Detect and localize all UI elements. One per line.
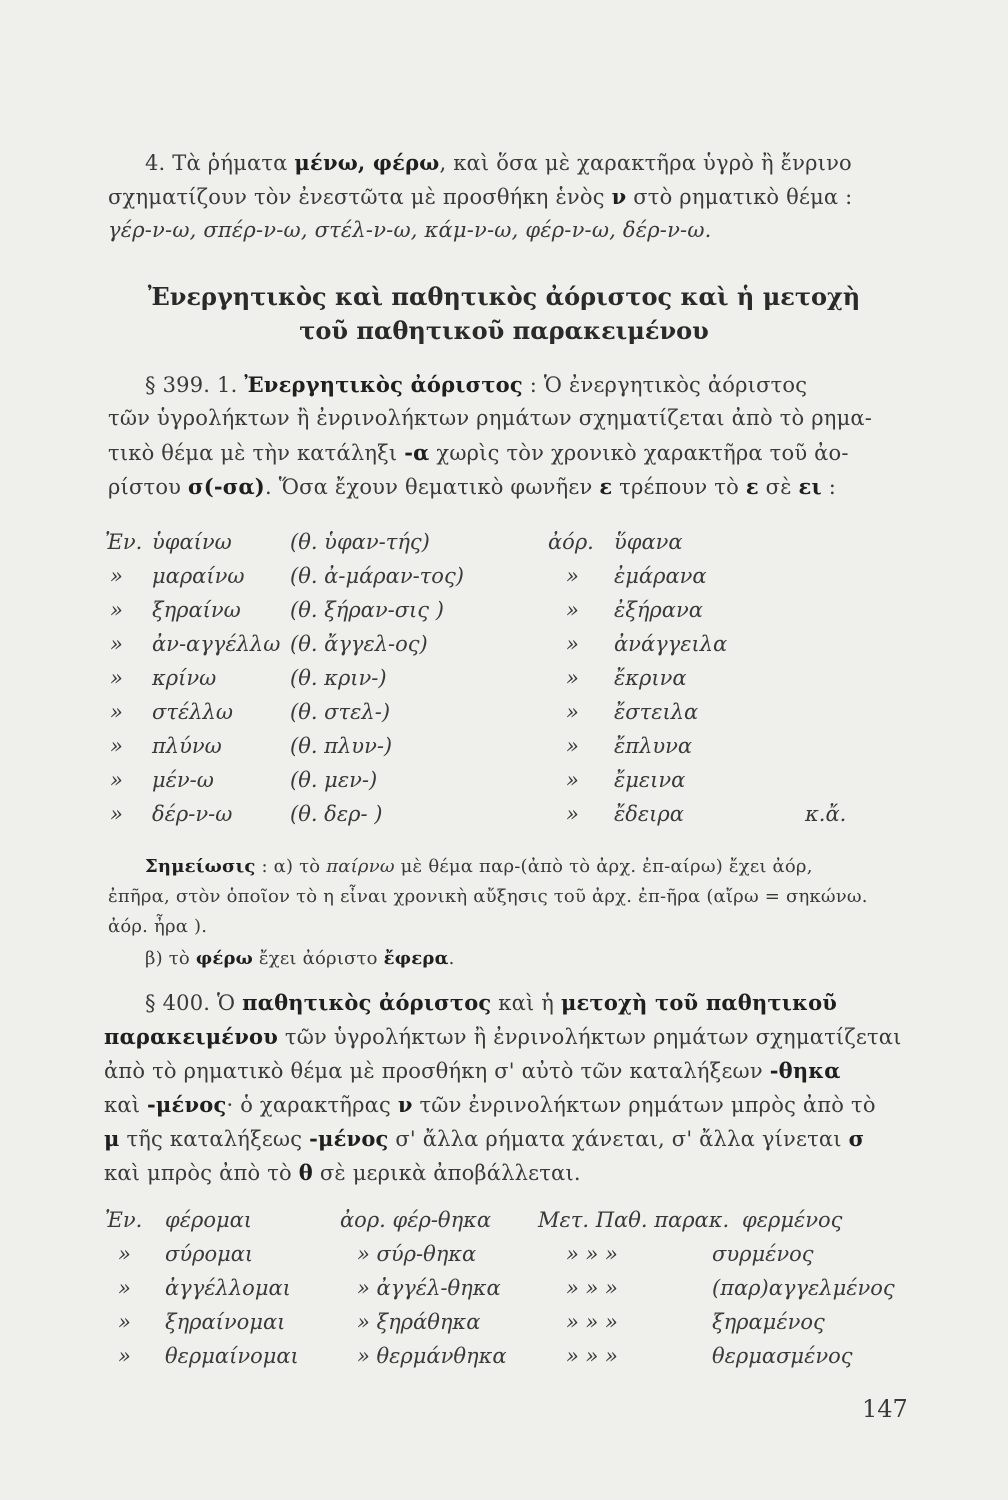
table-cell: ἔπλυνα <box>614 734 693 758</box>
section4-line2 <box>108 184 852 209</box>
table-cell: μέν-ω <box>152 768 214 792</box>
bold-text: σ(-σα) <box>188 474 265 499</box>
table-cell: (θ. ξήραν-σις ) <box>290 598 444 622</box>
text: τῶν ὑγρολήκτων ἢ ἐνρινολήκτων ρημάτων σχηματίζεται <box>278 1025 902 1049</box>
table-cell: στέλλω <box>152 700 233 724</box>
bold-text: Σημείωσις <box>145 856 256 877</box>
table-cell: » <box>566 666 579 690</box>
p400-line1 <box>145 990 837 1015</box>
section-heading-line1: Ἐνεργητικὸς καὶ παθητικὸς ἀόριστος καὶ ἡ μετοχὴ <box>147 282 861 311</box>
text: ἀπὸ τὸ ρηματικὸ θέμα μὲ προσθήκη σ' αὐτὸ τῶν καταλήξεων <box>104 1059 770 1083</box>
text: σ' ἄλλα ρήματα χάνεται, σ' ἄλλα γίνεται <box>388 1127 849 1151</box>
text: : Ὁ ἐνεργητικὸς ἀόριστος <box>522 373 808 397</box>
section-heading-line2: τοῦ παθητικοῦ παρακειμένου <box>299 316 709 345</box>
text: : α) τὸ <box>255 856 327 877</box>
text: β) τὸ <box>145 948 196 969</box>
table-cell: πλύνω <box>152 734 222 758</box>
text: τῶν ἐνρινολήκτων ρημάτων μπρὸς ἀπὸ τὸ <box>412 1093 876 1117</box>
text: ρίστου <box>108 475 189 499</box>
bold-text: μ <box>104 1126 120 1151</box>
table-cell: μαραίνω <box>152 564 245 588</box>
bold-text: παρακειμένου <box>104 1024 279 1049</box>
bold-text: ἔφερα <box>383 948 449 969</box>
table-cell: ἐμάρανα <box>614 564 707 588</box>
table-cell: (παρ)αγγελμένος <box>712 1276 895 1300</box>
table-cell: » <box>110 666 123 690</box>
note-line4 <box>145 948 455 969</box>
table-cell: ξηραίνω <box>152 598 241 622</box>
bold-text: φέρω <box>195 948 254 969</box>
table-cell: » <box>110 632 123 656</box>
note-line3: ἀόρ. ἦρα ). <box>108 916 208 937</box>
table-cell: δέρ-ν-ω <box>152 802 233 826</box>
table-cell: ἔμεινα <box>614 768 686 792</box>
table-cell: (θ. μεν-) <box>290 768 378 792</box>
text: ἔχει ἀόριστο <box>253 948 384 969</box>
table-cell: ἀγγέλλομαι <box>165 1276 291 1300</box>
bold-text: ν <box>397 1092 413 1117</box>
table-cell: (θ. ἀ-μάραν-τος) <box>290 564 464 588</box>
text: , καὶ ὅσα μὲ χαρακτῆρα ὑγρὸ ἢ ἔνρινο <box>439 151 852 175</box>
text: τρέπουν τὸ <box>612 475 746 499</box>
table-cell: Ἐν. <box>105 1208 143 1232</box>
table-cell: » » » <box>566 1276 618 1300</box>
table-cell: σύρομαι <box>165 1242 254 1266</box>
table-cell: » <box>118 1276 131 1300</box>
table-cell: ξηραίνομαι <box>165 1310 286 1334</box>
table-cell: » <box>118 1242 131 1266</box>
section4-line3: γέρ-ν-ω, σπέρ-ν-ω, στέλ-ν-ω, κάμ-ν-ω, φέρ-ν-ω, δέρ-ν-ω. <box>108 218 712 242</box>
p400-line6 <box>104 1160 581 1185</box>
table-cell: (θ. δερ- ) <box>290 802 383 826</box>
text: τῆς καταλήξεως <box>119 1127 310 1151</box>
table-cell: » <box>566 734 579 758</box>
table-cell: Μετ. Παθ. παρακ. <box>538 1208 730 1232</box>
table-cell: ἐξήρανα <box>614 598 703 622</box>
text: στὸ ρηματικὸ θέμα : <box>626 185 853 209</box>
table-cell: » <box>110 768 123 792</box>
p400-line3 <box>104 1058 841 1083</box>
table-cell: » <box>110 564 123 588</box>
p400-line2 <box>104 1024 902 1049</box>
table-cell: » » » <box>566 1310 618 1334</box>
table-cell: (θ. κριν-) <box>290 666 387 690</box>
text: σὲ <box>758 475 799 499</box>
text: καὶ ἡ <box>491 991 561 1015</box>
bold-text: Ἐνεργητικὸς ἀόριστος <box>244 372 523 397</box>
section4-line1 <box>145 150 852 175</box>
table-cell: » <box>118 1310 131 1334</box>
table-cell: (θ. στελ-) <box>290 700 391 724</box>
table-cell: ὑφαίνω <box>152 530 232 554</box>
table-cell: » <box>566 632 579 656</box>
text: μὲ θέμα παρ-(ἀπὸ τὸ ἀρχ. ἐπ-αίρω) ἔχει ἀόρ, <box>394 856 813 877</box>
table-cell: » <box>566 598 579 622</box>
table-cell: » » » <box>566 1344 618 1368</box>
table-cell: φερμένος <box>742 1208 843 1232</box>
bold-text: -μένος <box>309 1126 389 1151</box>
table-cell: ἔδειρα <box>614 802 684 826</box>
bold-text: σ <box>848 1126 865 1151</box>
text: καὶ μπρὸς ἀπὸ τὸ <box>104 1161 299 1185</box>
text: § 399. 1. <box>145 373 245 397</box>
table-cell: » <box>110 700 123 724</box>
text: · ὁ χαρακτῆρας <box>226 1093 398 1117</box>
table-cell: ἀνάγγειλα <box>614 632 728 656</box>
table-cell: » <box>110 802 123 826</box>
bold-text: θ <box>298 1160 313 1185</box>
bold-text: ε <box>745 474 759 499</box>
table-cell: » <box>118 1344 131 1368</box>
table-cell: θερμασμένος <box>712 1344 853 1368</box>
table-cell: θερμαίνομαι <box>165 1344 299 1368</box>
table-cell: » σύρ-θηκα <box>357 1242 477 1266</box>
bold-text: ε <box>599 474 613 499</box>
note-line1 <box>145 856 813 877</box>
table-cell: » <box>566 768 579 792</box>
table-cell: » θερμάνθηκα <box>357 1344 507 1368</box>
table-cell: » » » <box>566 1242 618 1266</box>
bold-text: -θηκα <box>769 1058 841 1083</box>
table-cell: κ.ἄ. <box>805 802 847 826</box>
bold-text: -μένος <box>147 1092 227 1117</box>
text: § 400. Ὁ <box>145 991 243 1015</box>
text: χωρὶς τὸν χρονικὸ χαρακτῆρα τοῦ ἀο- <box>429 441 849 465</box>
text: . Ὅσα ἔχουν θεματικὸ φωνῆεν <box>264 475 600 499</box>
table-cell: » ξηράθηκα <box>357 1310 481 1334</box>
text: καὶ <box>104 1093 148 1117</box>
text: : <box>821 475 837 499</box>
table-cell: (θ. ἄγγελ-ος) <box>290 632 428 656</box>
p399-line2: τῶν ὑγρολήκτων ἢ ἐνρινολήκτων ρημάτων σχηματίζεται ἀπὸ τὸ ρημα- <box>108 406 873 430</box>
text: τικὸ θέμα μὲ τὴν κατάληξι <box>108 441 405 465</box>
bold-text: ει <box>798 474 822 499</box>
p399-line4 <box>108 474 836 499</box>
italic-text: παίρνω <box>326 856 395 877</box>
bold-text: ν <box>611 184 627 209</box>
table-cell: » <box>110 734 123 758</box>
table-cell: ἀορ. φέρ-θηκα <box>340 1208 492 1232</box>
bold-text: παθητικὸς ἀόριστος <box>242 990 492 1015</box>
bold-text: -α <box>404 440 430 465</box>
page-number: 147 <box>862 1395 908 1423</box>
table-cell: » <box>566 802 579 826</box>
p399-line1 <box>145 372 807 397</box>
table-cell: ἔστειλα <box>614 700 699 724</box>
table-cell: » <box>566 700 579 724</box>
table-cell: ὕφανα <box>614 530 683 554</box>
text: . <box>448 948 455 969</box>
table-cell: ἀόρ. <box>548 530 594 554</box>
text: σχηματίζουν τὸν ἐνεστῶτα μὲ προσθήκη ἑνὸς <box>108 185 612 209</box>
bold-text: μένω, φέρω <box>294 150 440 175</box>
table-cell: » ἀγγέλ-θηκα <box>357 1276 501 1300</box>
table-cell: ἔκρινα <box>614 666 687 690</box>
table-cell: ξηραμένος <box>712 1310 825 1334</box>
table-cell: ἀν-αγγέλλω <box>152 632 281 656</box>
table-cell: φέρομαι <box>165 1208 253 1232</box>
note-line2: ἐπῆρα, στὸν ὁποῖον τὸ η εἶναι χρονικὴ αὔξησις τοῦ ἀρχ. ἐπ-ῆρα (αἴρω = σηκώνω. <box>108 886 868 907</box>
table-cell: » <box>110 598 123 622</box>
table-cell: Ἐν. <box>105 530 143 554</box>
p400-line5 <box>104 1126 864 1151</box>
p400-line4 <box>104 1092 876 1117</box>
table-cell: κρίνω <box>152 666 217 690</box>
table-cell: » <box>566 564 579 588</box>
table-cell: συρμένος <box>712 1242 814 1266</box>
table-cell: (θ. πλυν-) <box>290 734 393 758</box>
text: σὲ μερικὰ ἀποβάλλεται. <box>312 1161 581 1185</box>
p399-line3 <box>108 440 849 465</box>
bold-text: μετοχὴ τοῦ παθητικοῦ <box>560 990 838 1015</box>
table-cell: (θ. ὑφαν-τής) <box>290 530 430 554</box>
text: 4. Τὰ ῥήματα <box>145 151 295 175</box>
